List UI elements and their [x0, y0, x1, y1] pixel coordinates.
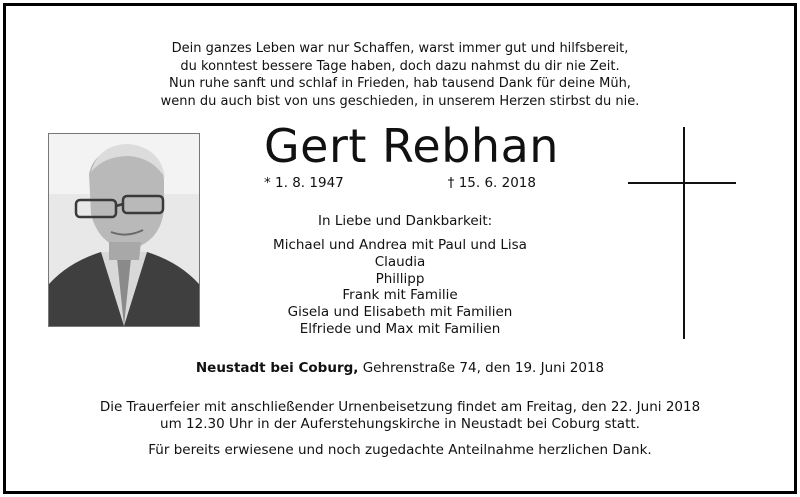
- town-name: Neustadt bei Coburg,: [195, 360, 359, 376]
- mourner-entry: Michael und Andrea mit Paul und Lisa: [273, 237, 527, 253]
- cross-vertical-beam: [683, 127, 685, 339]
- deceased-name: Gert Rebhan: [264, 119, 559, 173]
- mourner-entry: Phillipp: [375, 270, 425, 287]
- poem-line: du konntest bessere Tage haben, doch dazu nahmst du dir nie Zeit.: [180, 58, 620, 74]
- birth-date: * 1. 8. 1947: [264, 175, 344, 191]
- death-date: † 15. 6. 2018: [447, 175, 536, 191]
- closing-thanks: Für bereits erwiesene und noch zugedachte Anteilnahme herzlichen Dank.: [148, 442, 652, 458]
- thanks-heading: In Liebe und Dankbarkeit:: [318, 213, 493, 229]
- mourners-list: [260, 237, 540, 338]
- ceremony-line: um 12.30 Uhr in der Auferstehungskirche in Neustadt bei Coburg statt.: [160, 416, 640, 432]
- mourner-entry: Frank mit Familie: [342, 287, 458, 304]
- mourner-entry: Claudia: [374, 253, 426, 270]
- poem: [0, 40, 800, 110]
- address-and-date: Gehrenstraße 74, den 19. Juni 2018: [362, 360, 605, 376]
- poem-line: Nun ruhe sanft und schlaf in Frieden, hab tausend Dank für deine Müh,: [169, 76, 631, 91]
- ceremony-line: Die Trauerfeier mit anschließender Urnenbeisetzung findet am Freitag, den 22. Juni 2018: [99, 399, 701, 415]
- poem-line: wenn du auch bist von uns geschieden, in unserem Herzen stirbst du nie.: [160, 93, 640, 109]
- place-and-date: [0, 359, 800, 377]
- mourner-entry: Elfriede und Max mit Familien: [299, 320, 501, 337]
- cross-icon: [628, 127, 736, 339]
- cross-horizontal-beam: [628, 182, 736, 184]
- ceremony-notice: [0, 399, 800, 433]
- mourner-entry: Gisela und Elisabeth mit Familien: [287, 304, 513, 321]
- poem-line: Dein ganzes Leben war nur Schaffen, warst immer gut und hilfsbereit,: [171, 41, 629, 56]
- portrait-photo: [48, 133, 200, 327]
